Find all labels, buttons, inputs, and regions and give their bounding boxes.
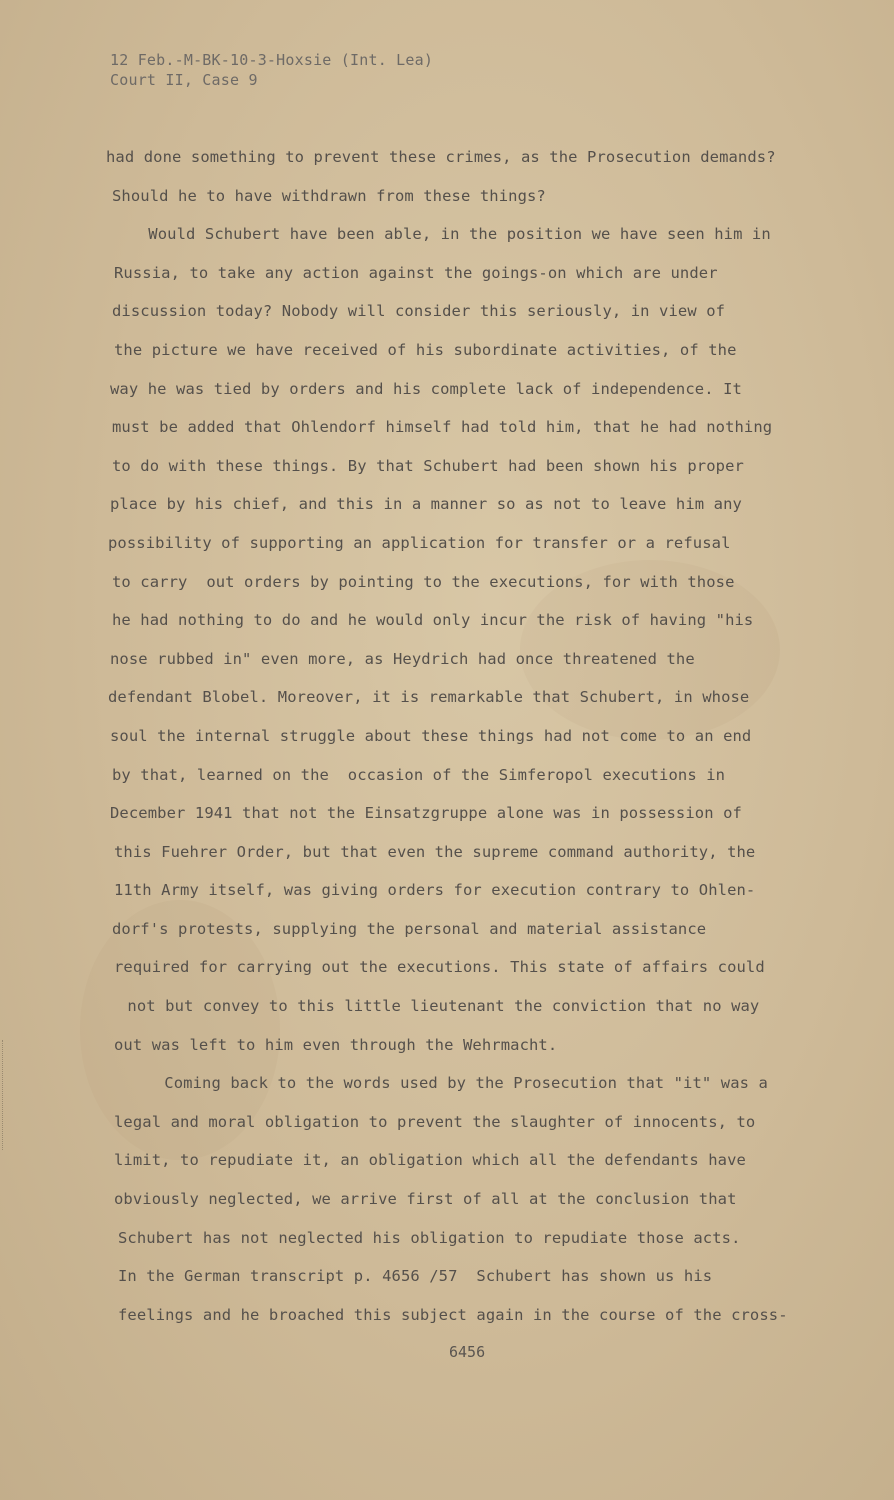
body-text-line: dorf's protests, supplying the personal and material assistance [112, 919, 707, 938]
body-text-line: discussion today? Nobody will consider this seriously, in view of [112, 302, 726, 321]
body-text-line: defendant Blobel. Moreover, it is remarkable that Schubert, in whose [108, 688, 750, 707]
body-text-line: In the German transcript p. 4656 /57 Schubert has shown us his [118, 1267, 713, 1286]
body-text-line: possibility of supporting an application for transfer or a refusal [108, 533, 731, 552]
body-text-line: Would Schubert have been able, in the position we have seen him in [120, 225, 771, 244]
body-text-line: Russia, to take any action against the goings-on which are under [114, 263, 718, 282]
body-text-line: Coming back to the words used by the Prosecution that "it" was a [136, 1074, 768, 1093]
body-text-line: legal and moral obligation to prevent the slaughter of innocents, to [114, 1112, 756, 1131]
page-number: 6456 [449, 1343, 486, 1361]
body-text-line: feelings and he broached this subject again in the course of the cross- [118, 1305, 788, 1324]
document-header [110, 50, 433, 90]
body-text-line: the picture we have received of his subordinate activities, of the [114, 340, 737, 359]
body-text-line: December 1941 that not the Einsatzgruppe alone was in possession of [110, 804, 742, 823]
body-text-line: he had nothing to do and he would only incur the risk of having "his [112, 611, 754, 630]
body-text-line: must be added that Ohlendorf himself had told him, that he had nothing [112, 418, 773, 437]
body-text-line: required for carrying out the executions. This state of affairs could [114, 958, 765, 977]
body-text-line: Should he to have withdrawn from these things? [112, 186, 546, 205]
body-text-line: by that, learned on the occasion of the Simferopol executions in [112, 765, 726, 784]
body-text-line: way he was tied by orders and his complete lack of independence. It [110, 379, 742, 398]
header-reference-line: 12 Feb.-M-BK-10-3-Hoxsie (Int. Lea) [110, 51, 434, 69]
body-text-line: soul the internal struggle about these things had not come to an end [110, 726, 752, 745]
body-text-line: limit, to repudiate it, an obligation which all the defendants have [114, 1151, 746, 1170]
body-text-line: Schubert has not neglected his obligation to repudiate those acts. [118, 1228, 741, 1247]
body-text-line: nose rubbed in" even more, as Heydrich had once threatened the [110, 649, 695, 668]
body-text-line: this Fuehrer Order, but that even the supreme command authority, the [114, 842, 756, 861]
margin-mark [2, 1040, 9, 1150]
body-text-line: to do with these things. By that Schubert had been shown his proper [112, 456, 744, 475]
body-text-line: out was left to him even through the Wehrmacht. [114, 1035, 558, 1054]
document-body [100, 138, 830, 1334]
header-court-line: Court II, Case 9 [110, 71, 258, 89]
body-text-line: not but convey to this little lieutenant the conviction that no way [118, 997, 760, 1016]
body-text-line: 11th Army itself, was giving orders for execution contrary to Ohlen- [114, 881, 756, 900]
body-text-line: had done something to prevent these crimes, as the Prosecution demands? [106, 148, 776, 166]
body-text-line: obviously neglected, we arrive first of all at the conclusion that [114, 1190, 737, 1209]
body-text-line: to carry out orders by pointing to the executions, for with those [112, 572, 735, 591]
body-text-line: place by his chief, and this in a manner so as not to leave him any [110, 495, 742, 514]
